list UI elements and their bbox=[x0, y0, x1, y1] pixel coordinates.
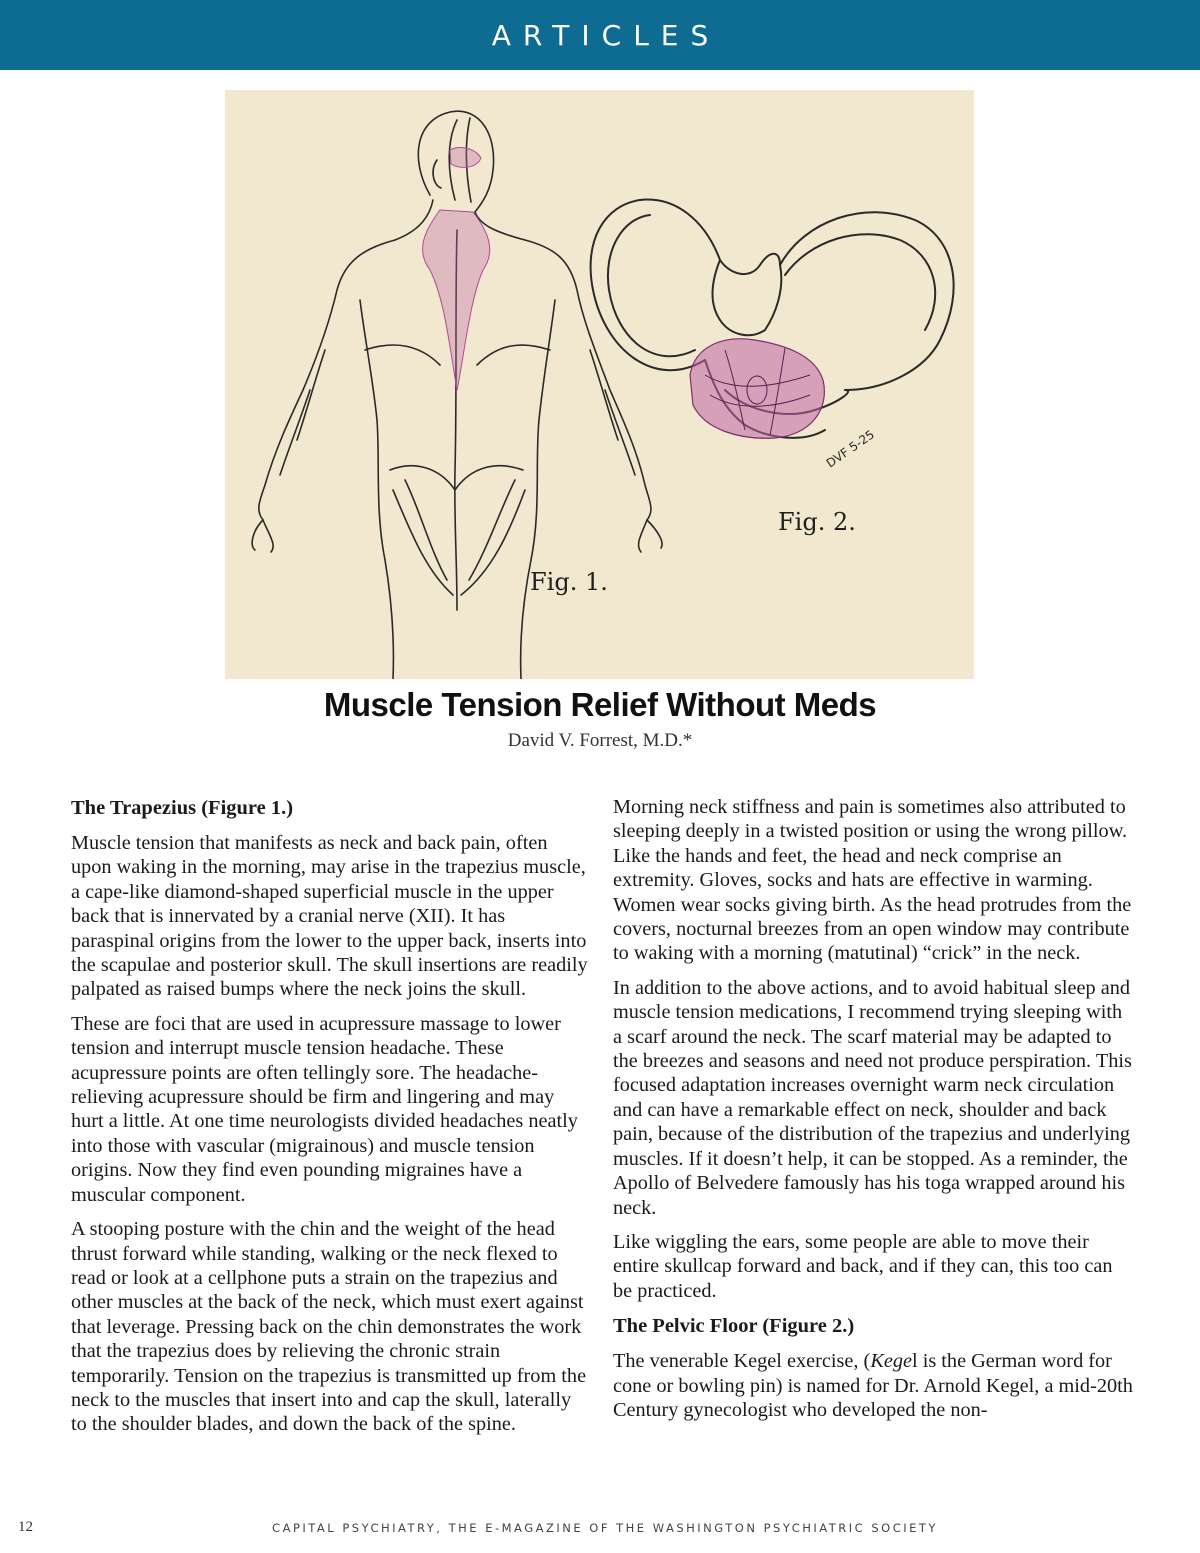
section-label: ARTICLES bbox=[491, 18, 721, 52]
skull-insertion-highlight bbox=[450, 148, 481, 168]
fig2-label: Fig. 2. bbox=[778, 508, 856, 536]
torso-left bbox=[360, 300, 393, 679]
paragraph: Like wiggling the ears, some people are able to move their entire skullcap forward and back, and if they can, this too can be practiced. bbox=[613, 1230, 1113, 1302]
paragraph: Morning neck stiffness and pain is sometimes also attributed to sleeping deeply in a twisted position or using the wrong pillow. Like the hands and feet, the head and neck comprise an extremity. Gloves, socks and hats are effective in warming. Women wear socks giving birth. As the head protrudes from the covers, nocturnal breezes from an open window may contribute to waking with a morning (matutinal) “crick” in the neck. bbox=[613, 796, 1132, 965]
right-column bbox=[613, 795, 1133, 1432]
italic-term: Kege bbox=[870, 1350, 912, 1373]
section-banner bbox=[0, 0, 1200, 70]
anatomy-drawing bbox=[225, 90, 974, 679]
pelvic-floor-highlight bbox=[690, 339, 824, 438]
paragraph: Muscle tension that manifests as neck and back pain, often upon waking in the morning, may arise in the trapezius muscle, a cape-like diamond-shaped superficial muscle in the upper back that is innervated by a cranial nerve (XII). It has paraspinal origins from the lower to the upper back, inserts into the scapulae and posterior skull. The skull insertions are readily palpated as raised bumps where the neck joins the skull. bbox=[71, 832, 588, 1001]
paragraph: In addition to the above actions, and to avoid habitual sleep and muscle tension medications, I recommend trying sleeping with a scarf around the neck. The scarf material may be adapted to the breezes and seasons and need not produce perspiration. This focused adaptation increases overnight warm neck circulation and can have a remarkable effect on neck, shoulder and back pain, because of the distribution of the trapezius and underlying muscles. If it doesn’t help, it can be stopped. As a reminder, the Apollo of Belvedere famously has his toga wrapped around his neck. bbox=[613, 976, 1132, 1219]
torso-right bbox=[521, 300, 555, 679]
left-column bbox=[71, 795, 591, 1447]
anatomy-illustration bbox=[225, 90, 974, 679]
section-heading-pelvic-floor: The Pelvic Floor (Figure 2.) bbox=[613, 1315, 855, 1338]
section-heading-trapezius: The Trapezius (Figure 1.) bbox=[71, 797, 294, 819]
text-run: The venerable Kegel exercise, ( bbox=[613, 1350, 871, 1373]
fig1-label: Fig. 1. bbox=[530, 568, 608, 596]
article-title: Muscle Tension Relief Without Meds bbox=[323, 686, 877, 723]
page-number: 12 bbox=[18, 1519, 33, 1535]
magazine-footer: CAPITAL PSYCHIATRY, THE E-MAGAZINE OF THE WASHINGTON PSYCHIATRIC SOCIETY bbox=[272, 1521, 938, 1535]
text-run: l is the German word for cone or bowling pin) is named for Dr. Arnold Kegel, a mid-20th Century gynecologist who developed the non- bbox=[613, 1350, 1133, 1421]
paragraph-kegel bbox=[613, 1349, 1133, 1422]
pelvis-left-wing bbox=[591, 200, 720, 371]
paragraph: A stooping posture with the chin and the weight of the head thrust forward while standing, walking or the neck flexed to read or look at a cellphone puts a strain on the trapezius and other muscles at the back of the neck, which must exert against that leverage. Pressing back on the chin demonstrates the work that the trapezius does by relieving the chronic strain temporarily. Tension on the trapezius is transmitted up from the neck to the muscles that insert into and cap the skull, laterally to the shoulder blades, and down the back of the spine. bbox=[71, 1218, 587, 1436]
article-author: David V. Forrest, M.D.* bbox=[507, 730, 693, 751]
paragraph: These are foci that are used in acupressure massage to lower tension and interrupt muscle tension headache. These acupressure points are often tellingly sore. The headache-relieving acupressure should be firm and lingering and may hurt a little. At one time neurologists divided headaches neatly into those with vascular (migrainous) and muscle tension origins. Now they find even pounding migraines have a muscular component. bbox=[71, 1012, 578, 1206]
sacrum bbox=[713, 254, 782, 335]
shoulder-left bbox=[259, 240, 395, 520]
artist-signature: DVF 5-25 bbox=[823, 427, 877, 471]
